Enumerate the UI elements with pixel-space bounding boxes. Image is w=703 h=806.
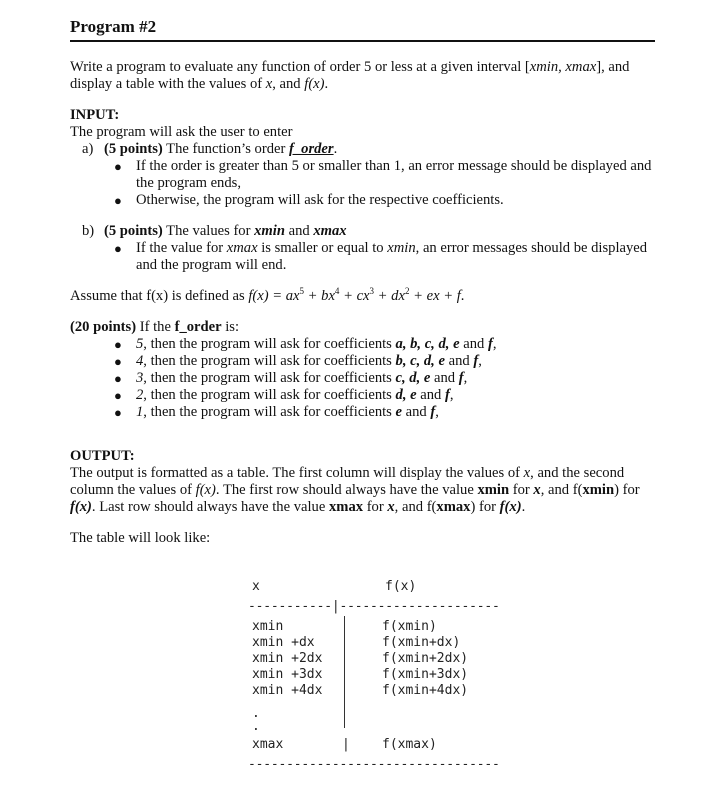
list-item: ● 1, then the program will ask for coefficients e and f, (114, 404, 439, 420)
input-item-a: a) (5 points) The function’s order f_order. (82, 141, 338, 157)
sample-table (248, 578, 498, 778)
bullet-icon: ● (114, 337, 122, 352)
order-list (70, 336, 655, 421)
table-last-x: xmax (252, 737, 284, 752)
table-cell-x: xmin +3dx (252, 667, 323, 682)
list-item: ● 5, then the program will ask for coefficients a, b, c, d, e and f, (114, 336, 497, 352)
list-item: ● 4, then the program will ask for coefficients b, c, d, e and f, (114, 353, 482, 369)
page-title: Program #2 (70, 16, 655, 42)
table-header-fx: f(x) (385, 579, 417, 594)
table-separator-top: -----------|--------------------- (248, 599, 500, 614)
bullet-icon: ● (114, 388, 122, 403)
table-cell-x: xmin (252, 619, 284, 634)
table-cell-x: xmin +4dx (252, 683, 323, 698)
order-lead: (20 points) If the f_order is: (70, 319, 240, 335)
table-cell-fx: f(xmin+2dx) (382, 651, 469, 666)
column-divider (344, 616, 345, 728)
table-cell-fx: f(xmin+4dx) (382, 683, 469, 698)
table-cell-fx: f(xmin+3dx) (382, 667, 469, 682)
ellipsis-dot: . (252, 719, 260, 734)
table-intro: The table will look like: (70, 530, 211, 546)
table-cell-fx: f(xmin) (382, 619, 437, 634)
table-cell-x: xmin +dx (252, 635, 315, 650)
input-heading: INPUT: (70, 107, 120, 123)
list-item: ● If the value for xmax is smaller or equal to xmin, an error messages should be displayed and the program will end. (114, 240, 648, 273)
bullet-icon: ● (114, 159, 122, 174)
table-separator-bottom: --------------------------------- (248, 757, 500, 772)
input-item-b: b) (5 points) The values for xmin and xmax (82, 223, 347, 239)
bullet-icon: ● (114, 193, 122, 208)
table-last-divider: | (342, 737, 350, 752)
table-cell-fx: f(xmin+dx) (382, 635, 461, 650)
input-lead: The program will ask the user to enter (70, 124, 293, 140)
bullet-icon: ● (114, 371, 122, 386)
bullet-icon: ● (114, 405, 122, 420)
table-cell-x: xmin +2dx (252, 651, 323, 666)
intro-paragraph: Write a program to evaluate any function of order 5 or less at a given interval [xmin, xmax], and display a table with the values of x, and f(x). (70, 59, 630, 92)
bullet-icon: ● (114, 354, 122, 369)
output-paragraph: The output is formatted as a table. The first column will display the values of x, and the second column the values of f(x). The first row should always have the value xmin for x, and f(xmin) for f(x). Last row should always have the value xmax for x, and f(xmax) for f(x). (70, 465, 640, 515)
ellipsis-dot: . (252, 706, 260, 721)
table-last-fx: f(xmax) (382, 737, 437, 752)
list-item: ● If the order is greater than 5 or smaller than 1, an error message should be displayed and the program ends, (114, 158, 652, 191)
table-header-x: x (252, 579, 260, 594)
bullet-icon: ● (114, 241, 122, 256)
list-item: ● Otherwise, the program will ask for the respective coefficients. (114, 192, 504, 208)
output-heading: OUTPUT: (70, 448, 135, 464)
list-item: ● 2, then the program will ask for coefficients d, e and f, (114, 387, 454, 403)
list-item: ● 3, then the program will ask for coefficients c, d, e and f, (114, 370, 468, 386)
assume-paragraph: Assume that f(x) is defined as $f(x) = ax^5 + bx^4 + cx^3 + dx^2$ + ex + f. (70, 286, 465, 304)
document-page (70, 16, 655, 547)
